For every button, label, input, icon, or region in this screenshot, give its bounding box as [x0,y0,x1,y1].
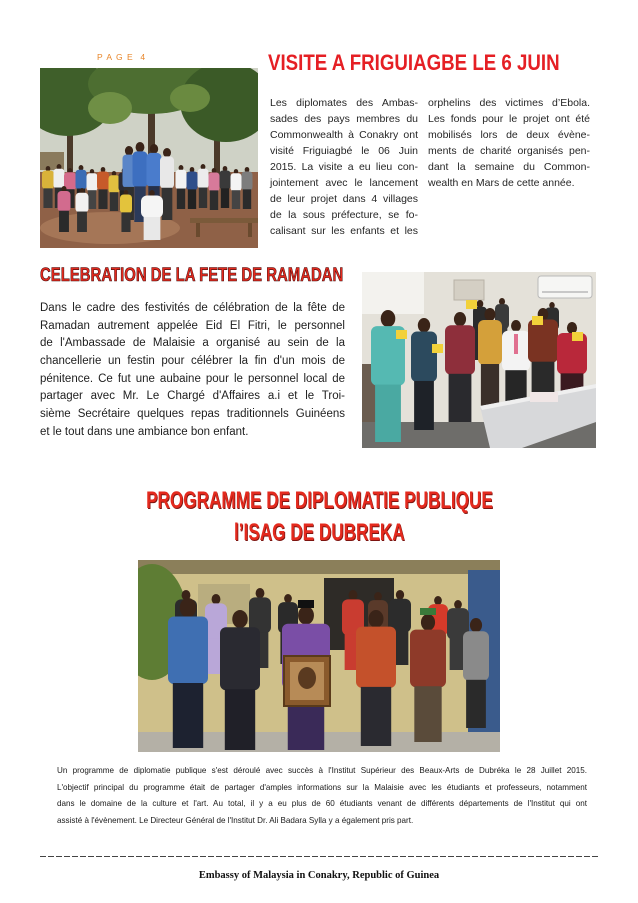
painting-portrait [298,667,316,689]
photo-friguiagbe-visit [40,68,258,248]
article-line: calisant sur les enfants et les [270,225,418,237]
person-figure [176,165,187,209]
article-line: 2015. La visite a eu lieu con- [270,161,418,173]
person-head [421,614,435,631]
person-legs [121,212,130,232]
person-legs [449,374,472,422]
person-torso [176,170,187,190]
photo-isag-group-image [138,560,500,752]
person-torso [209,172,220,191]
visit-article-column-1 [270,95,418,239]
footer-divider [40,856,598,857]
article-line: et le tout dans une ambiance bon enfant. [40,425,249,438]
person-head [396,590,404,600]
person-torso [54,169,65,189]
person-legs [361,687,391,746]
person-figure [410,614,446,742]
article-line: orphelins des victimes d’Ebola. [428,97,590,109]
tree-canopy-highlight [88,92,132,124]
yellow-card [466,300,477,309]
person-legs [466,680,486,728]
article-line: dant la semaine du Common- [428,161,590,173]
person-torso [42,170,54,189]
article-line: ments de charité organisés pen- [428,145,590,157]
person-legs [144,217,161,240]
person-legs [232,190,240,209]
article-line: de la sous préfecture, se fo- [270,209,418,221]
air-conditioner-vent [542,291,588,293]
person-legs [199,188,207,208]
person-torso [478,320,502,365]
person-torso [120,194,132,213]
caption-line: assisté à l'évènement. Le Directeur Général de l'Institut Dr. Ali Badara Sylla y a également pris part. [57,816,414,826]
person-legs [173,683,203,748]
article-line: partager avec Mr. Le Chargé d'Affaires a.i et le Troi- [40,390,345,403]
person-head [136,142,145,152]
person-figure [356,610,396,746]
yellow-card [396,330,407,339]
photo-ramadan-celebration-image [362,272,596,448]
person-head [298,606,314,625]
person-figure [231,169,242,209]
person-torso [356,627,396,688]
person-head [381,310,396,327]
caption-line: L'objectif principal du programme était de partager d'amples informations sur la Malaisie avec les étudiants et professeurs, notamment [57,782,587,792]
person-figure [97,167,109,209]
person-torso [76,193,89,213]
yellow-card [572,332,583,341]
person-figure [220,610,260,750]
footer-embassy-name: Embassy of Malaysia in Conakry, Republic of Guinea [198,870,440,881]
person-torso [463,631,489,681]
person-torso [87,173,98,191]
person-legs [414,686,441,742]
person-legs [59,211,69,232]
person-head [454,600,462,609]
person-head [368,610,383,628]
photo-friguiagbe-visit-image [40,68,258,248]
person-legs [98,189,107,209]
person-figure [445,312,475,422]
ramadan-article-body [40,300,345,442]
article-line: mobilisés lors de deux évène- [428,129,590,141]
article-line: Ramadan autrement appelée Eid El Fitri, le personnel [40,319,345,332]
air-conditioner [538,276,592,298]
person-head [499,298,505,305]
ramadan-article-title-text: CELEBRATION DE LA FETE DE RAMADAN [40,264,344,286]
person-head [454,312,466,326]
person-torso [445,325,475,375]
person-torso [220,170,231,189]
person-head [212,594,221,604]
person-figure [141,190,163,240]
article-line: de leur projet dans 4 villages [270,193,418,205]
person-legs [414,381,434,430]
person-head [374,592,382,601]
person-head [150,144,158,154]
person-head [511,320,521,332]
patterned-hat [420,608,436,615]
person-head [349,590,358,600]
yellow-card [432,344,443,353]
person-torso [58,191,71,212]
person-torso [411,332,437,382]
person-figure [168,598,208,748]
person-figure [187,167,198,209]
person-figure [58,186,71,232]
person-torso [220,627,260,690]
visit-article-column-2 [428,95,590,191]
necktie [514,334,518,354]
person-torso [97,171,109,190]
person-legs [243,189,251,209]
person-torso [76,170,87,190]
person-torso [133,151,148,187]
article-line: de l'Ambassade de Malaisie a organisé au sein de la [40,337,345,350]
person-figure [198,164,209,208]
person-legs [221,188,229,208]
person-torso [528,319,558,362]
person-torso [147,153,162,187]
photo-isag-group [138,560,500,752]
article-line: Les fonds pour le projet ont été [428,113,590,125]
person-figure [371,310,405,442]
black-hat [298,600,314,608]
person-torso [141,196,163,219]
person-legs [177,189,185,209]
person-legs [162,188,173,220]
person-torso [198,169,209,189]
caption-line: Un programme de diplomatie publique s'est déroulé avec succès à l'Institut Supérieur des Beaux-Arts de Dubréka le 28 Juillet 2015. [57,766,587,775]
visit-article-title [268,52,611,74]
person-figure [478,308,502,408]
article-line: jointement avec le lancement [270,177,418,189]
programme-title-line-1 [0,489,638,513]
person-torso [168,617,208,685]
person-legs [481,364,499,408]
person-legs [210,190,218,210]
person-torso [242,171,253,190]
person-torso [160,156,174,188]
person-legs [225,689,255,750]
article-line: wealth en Mars de cette année. [428,177,575,189]
person-figure [109,171,120,211]
person-figure [120,190,132,232]
person-head [434,596,442,605]
article-line: chancellerie un festin pour célébrer la fin d'un mois de [40,355,345,368]
person-figure [463,618,489,728]
article-line: Commonwealth à Conakry ont [270,129,418,141]
person-legs [188,189,196,209]
person-figure [209,168,220,210]
bench-leg [196,223,200,237]
article-line: Dans le cadre des festivités de célébration de la fête de [40,302,345,314]
person-legs [375,385,401,442]
programme-title-line-2-text: l’ISAG DE DUBREKA [233,519,405,546]
wall-poster [454,280,484,300]
article-line: visité Friguiagbé le 06 Juin [270,145,418,157]
yellow-card [532,316,543,325]
article-line: pénitence. Ce fut une aubaine pour le personnel local de [40,372,345,385]
photo-ramadan-celebration [362,272,596,448]
person-head [163,148,171,157]
person-head [477,300,484,308]
gift-box [530,392,558,402]
person-head [125,146,133,156]
visit-article-title-text: VISITE A FRIGUIAGBE LE 6 JUIN [268,50,560,75]
article-line: sième Secrétaire quelques repas traditionnels Guinéens [40,408,345,421]
person-head [180,598,197,618]
article-line: Les diplomates des Ambas- [270,97,418,109]
programme-caption [57,763,587,830]
window-light [362,272,424,314]
person-figure [502,320,530,410]
person-torso [187,171,198,190]
person-torso [231,173,242,191]
caption-line: dans le domaine de la culture et l'art. Au total, il y a eu plus de 60 étudiants venant de différents départements de l'Institut qui ont [57,799,587,809]
wooden-bench [190,218,258,223]
person-legs [110,192,118,211]
person-head [284,594,292,603]
person-figure [76,188,89,232]
person-figure [220,166,231,208]
roof-shadow [138,560,500,574]
article-line: sades des pays membres du [270,113,418,125]
person-head [484,308,495,321]
person-head [232,610,247,628]
person-head [256,588,265,598]
programme-title-line-1-text: PROGRAMME DE DIPLOMATIE PUBLIQUE [145,487,493,514]
person-figure [242,167,253,209]
person-torso [410,630,446,688]
person-head [418,318,430,333]
person-torso [109,175,120,193]
tree-canopy-highlight [170,84,210,112]
page-number-label: P A G E 4 [97,52,147,62]
person-head [470,618,482,632]
programme-title-line-2 [0,521,638,545]
person-legs [77,212,87,232]
person-legs [88,190,96,209]
person-legs [43,188,52,208]
person-figure [42,166,54,208]
bench-leg [248,223,252,237]
person-figure [411,318,437,430]
